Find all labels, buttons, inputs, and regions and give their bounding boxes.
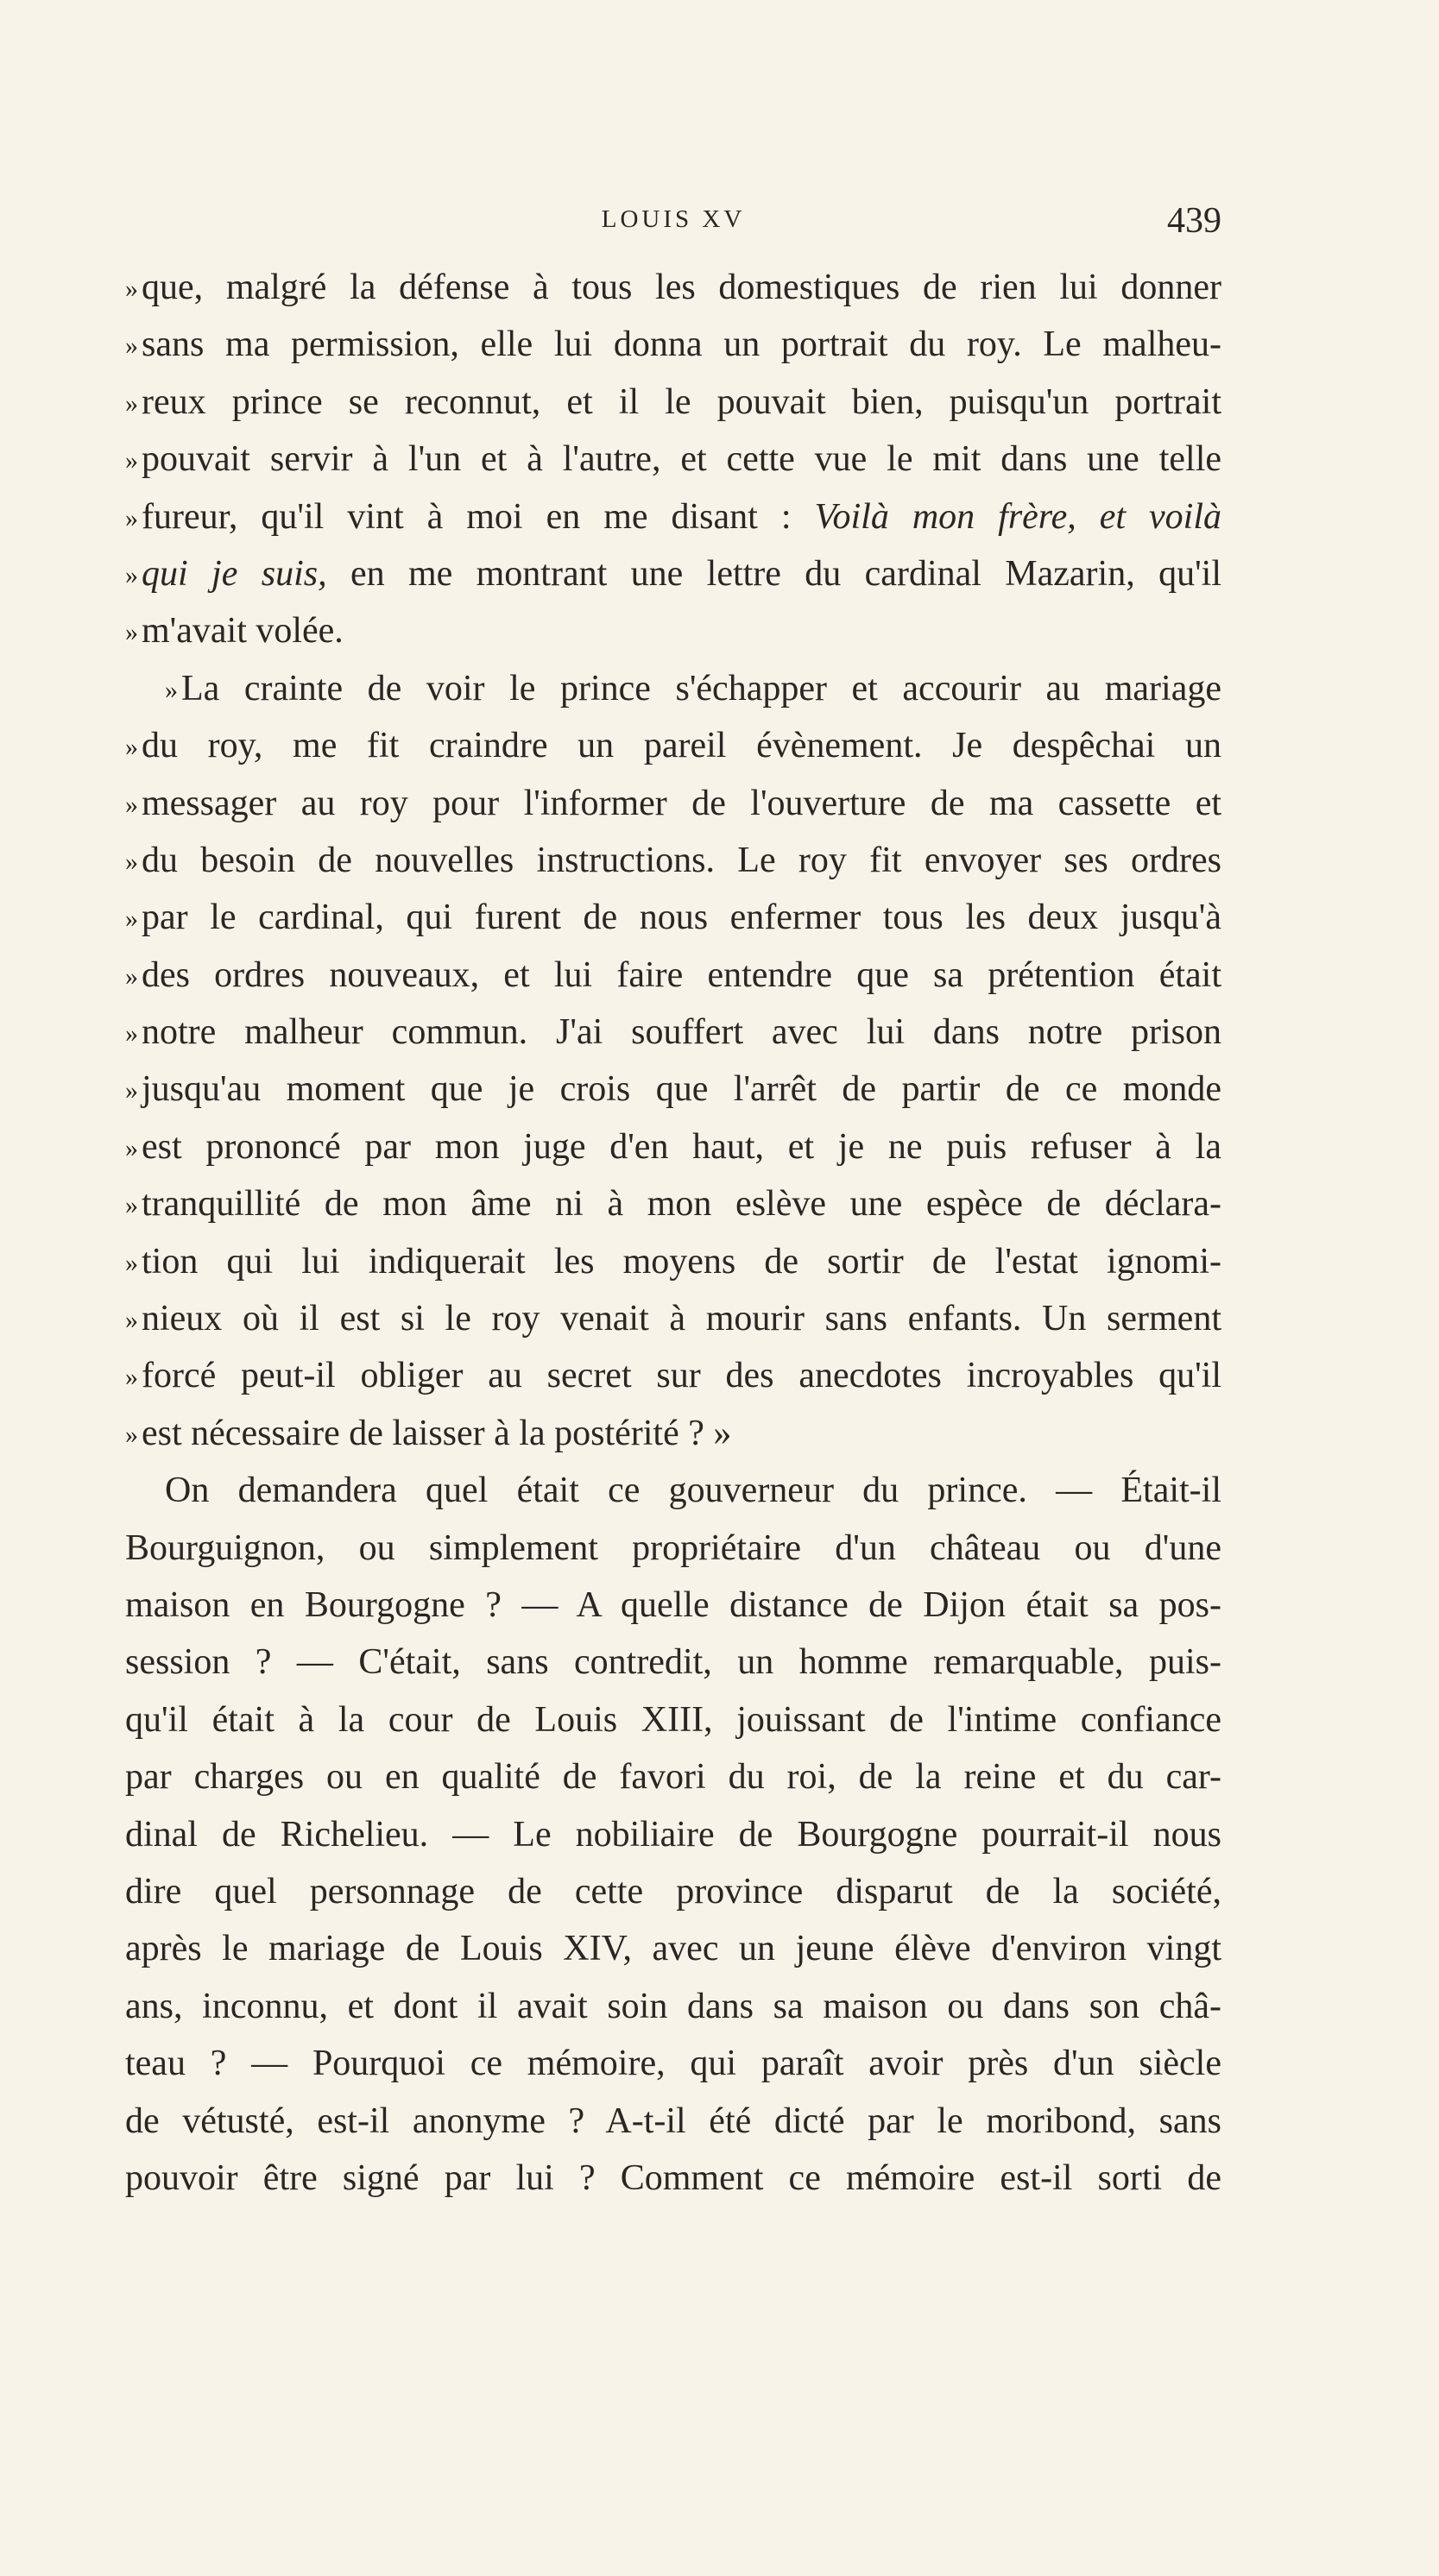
line-text: reux prince se reconnut, et il le pouvait bien, puisqu'un portrait [142, 381, 1221, 422]
line-text: du roy, me fit craindre un pareil évènement. Je despêchai un [142, 726, 1221, 766]
quote-mark: » [125, 1306, 138, 1335]
text-line [125, 1175, 1221, 1232]
text-line [125, 1290, 1221, 1347]
line-text: tion qui lui indiquerait les moyens de sortir de l'estat ignomi- [142, 1241, 1221, 1282]
line-text: notre malheur commun. J'ai souffert avec lui dans notre prison [142, 1012, 1221, 1053]
running-title: LOUIS XV [601, 205, 746, 233]
text-line [125, 660, 1221, 717]
text-line [125, 1691, 1221, 1748]
line-text: par charges ou en qualité de favori du roi, de la reine et du car- [125, 1757, 1221, 1798]
text-line [125, 1462, 1221, 1519]
line-text: des ordres nouveaux, et lui faire entendre que sa prétention était [142, 954, 1221, 995]
text-line [125, 717, 1221, 774]
text-line [125, 1004, 1221, 1061]
text-line [125, 1061, 1221, 1118]
line-text: maison en Bourgogne ? — A quelle distance de Dijon était sa pos- [125, 1584, 1221, 1625]
quote-mark: » [125, 446, 138, 476]
text-line [125, 2035, 1221, 2092]
text-line [125, 545, 1221, 602]
line-text: ans, inconnu, et dont il avait soin dans sa maison ou dans son châ- [125, 1986, 1221, 2026]
body-text [125, 259, 1221, 2207]
text-line [125, 1978, 1221, 2035]
line-text: jusqu'au moment que je crois que l'arrêt de partir de ce monde [142, 1069, 1221, 1110]
text-line [125, 1806, 1221, 1863]
text-line [125, 259, 1221, 316]
line-text: du besoin de nouvelles instructions. Le roy fit envoyer ses ordres [142, 840, 1221, 880]
text-line [125, 1920, 1221, 1977]
quote-mark: » [125, 961, 138, 991]
quote-mark: » [125, 331, 138, 361]
line-text: est nécessaire de laisser à la postérité ? » [142, 1413, 732, 1453]
italic-text: qui je suis, [142, 553, 327, 594]
quote-mark: » [125, 1076, 138, 1105]
line-text: fureur, qu'il vint à moi en me disant : [142, 496, 815, 537]
quote-mark: » [125, 904, 138, 934]
quote-mark: » [125, 1191, 138, 1220]
line-text: dinal de Richelieu. — Le nobiliaire de Bourgogne pourrait-il nous [125, 1814, 1221, 1855]
quote-mark: » [125, 1133, 138, 1162]
text-line [125, 488, 1221, 545]
quote-mark: » [125, 274, 138, 303]
line-text: est prononcé par mon juge d'en haut, et je ne puis refuser à la [142, 1126, 1221, 1167]
text-line [125, 1634, 1221, 1691]
line-text: nieux où il est si le roy venait à mourir sans enfants. Un serment [142, 1299, 1221, 1339]
text-line [125, 316, 1221, 373]
text-line [125, 602, 1221, 659]
quote-mark: » [165, 675, 178, 704]
line-text: tranquillité de mon âme ni à mon eslève une espèce de déclara- [142, 1184, 1221, 1225]
quote-mark: » [125, 790, 138, 819]
text-line [125, 2150, 1221, 2207]
text-line [125, 1347, 1221, 1404]
quote-mark: » [125, 618, 138, 647]
line-text: de vétusté, est-il anonyme ? A-t-il été dicté par le moribond, sans [125, 2100, 1221, 2141]
line-text: La crainte de voir le prince s'échapper et accourir au mariage [181, 668, 1221, 709]
text-line [125, 947, 1221, 1004]
line-text: pouvoir être signé par lui ? Comment ce mémoire est-il sorti de [125, 2157, 1221, 2198]
italic-text: Voilà mon frère, et voilà [814, 496, 1221, 537]
page-number: 439 [1167, 201, 1221, 241]
text-line [125, 832, 1221, 889]
quote-mark: » [125, 847, 138, 876]
line-text: forcé peut-il obliger au secret sur des anecdotes incroyables qu'il [142, 1356, 1221, 1396]
quote-mark: » [125, 388, 138, 418]
line-text: après le mariage de Louis XIV, avec un jeune élève d'environ vingt [125, 1929, 1221, 1969]
text-line [125, 1520, 1221, 1577]
text-line [125, 1863, 1221, 1920]
text-line [125, 431, 1221, 488]
text-line [125, 1233, 1221, 1290]
quote-mark: » [125, 560, 138, 589]
line-text: messager au roy pour l'informer de l'ouverture de ma cassette et [142, 783, 1221, 823]
line-text: qu'il était à la cour de Louis XIII, jouissant de l'intime confiance [125, 1699, 1221, 1740]
line-text: session ? — C'était, sans contredit, un homme remarquable, puis- [125, 1642, 1221, 1683]
quote-mark: » [125, 503, 138, 532]
line-text: par le cardinal, qui furent de nous enfermer tous les deux jusqu'à [142, 898, 1221, 938]
quote-mark: » [125, 1248, 138, 1277]
line-text: Bourguignon, ou simplement propriétaire d'un château ou d'une [125, 1527, 1221, 1568]
line-text: On demandera quel était ce gouverneur du prince. — Était-il [165, 1471, 1221, 1511]
page-header [125, 200, 1221, 252]
text-line [125, 889, 1221, 946]
line-text: sans ma permission, elle lui donna un portrait du roy. Le malheu- [142, 324, 1221, 365]
quote-mark: » [125, 733, 138, 762]
line-text: teau ? — Pourquoi ce mémoire, qui paraît avoir près d'un siècle [125, 2044, 1221, 2084]
text-line [125, 1748, 1221, 1805]
quote-mark: » [125, 1019, 138, 1049]
text-line [125, 374, 1221, 431]
line-text: que, malgré la défense à tous les domestiques de rien lui donner [142, 268, 1221, 307]
text-line [125, 1118, 1221, 1175]
text-line [125, 2093, 1221, 2150]
text-line [125, 1405, 1221, 1462]
line-text: m'avait volée. [142, 611, 344, 652]
line-text: pouvait servir à l'un et à l'autre, et cette vue le mit dans une telle [142, 439, 1221, 480]
line-text: en me montrant une lettre du cardinal Mazarin, qu'il [326, 553, 1221, 594]
text-line [125, 775, 1221, 832]
line-text: dire quel personnage de cette province disparut de la société, [125, 1871, 1221, 1912]
quote-mark: » [125, 1363, 138, 1392]
text-line [125, 1577, 1221, 1634]
quote-mark: » [125, 1420, 138, 1449]
